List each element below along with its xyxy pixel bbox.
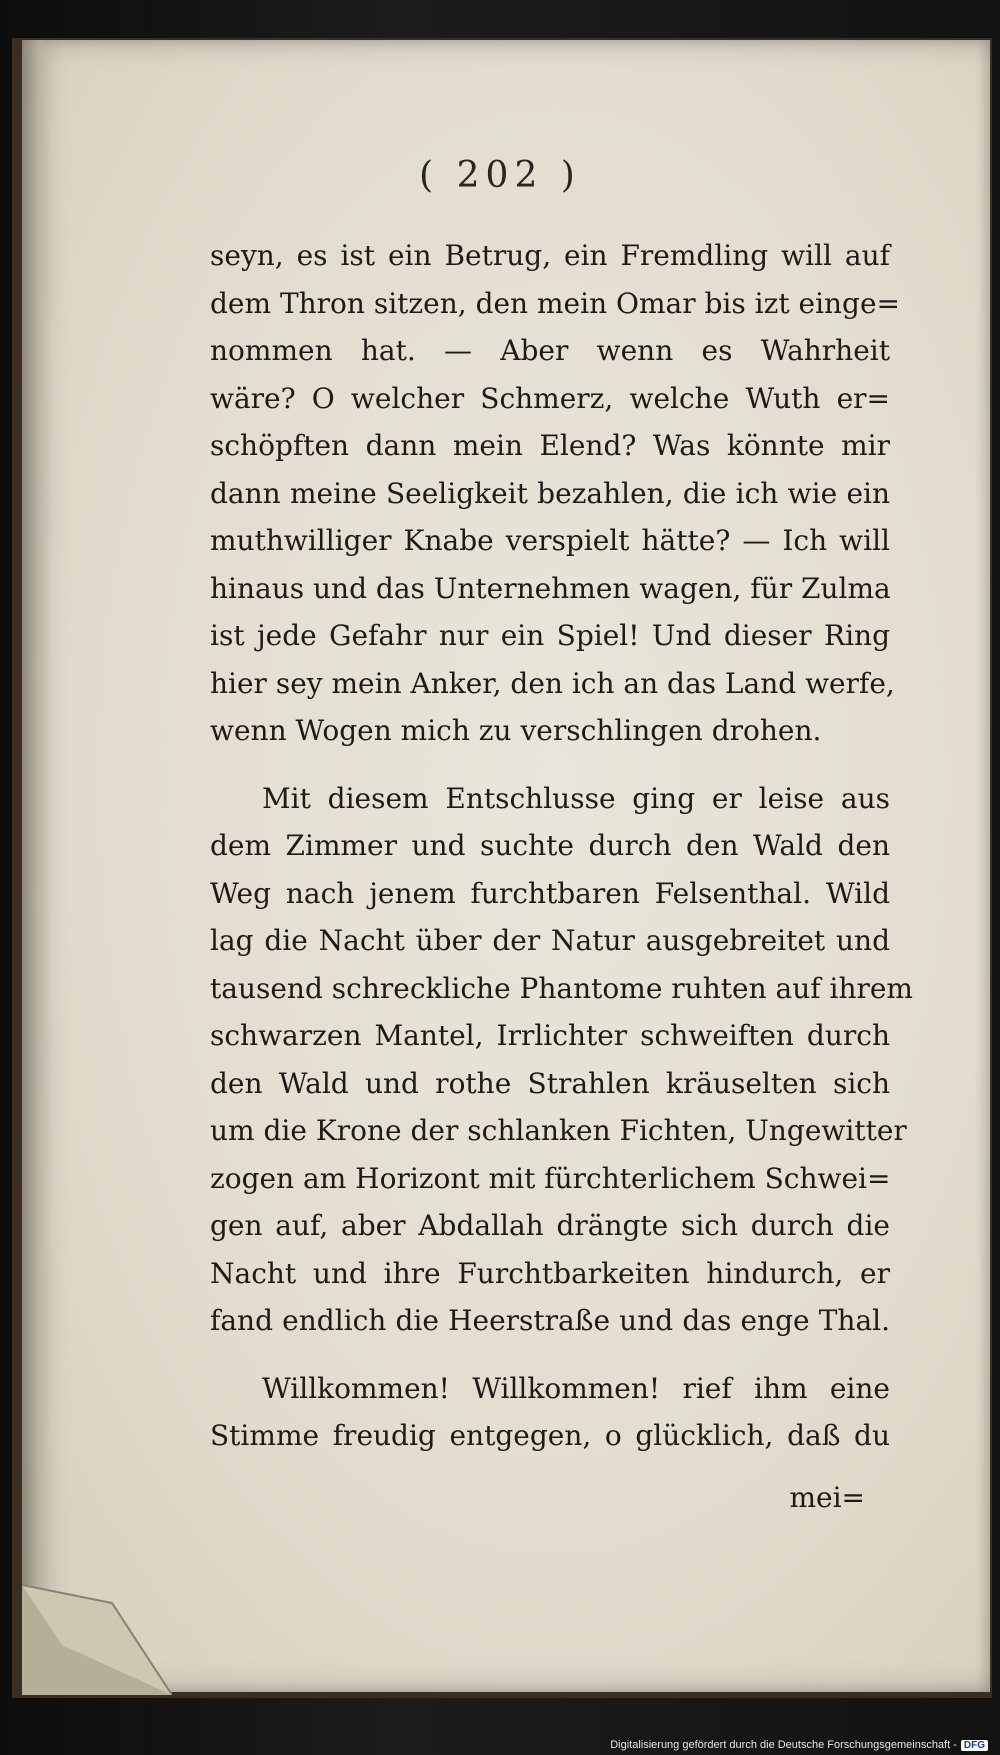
text-line: fand endlich die Heerstraße und das enge Thal.: [210, 1304, 890, 1337]
catchword: mei=: [789, 1481, 865, 1514]
text-line: dem Thron sitzen, den mein Omar bis izt einge=: [210, 286, 901, 320]
text-line: hinaus und das Unternehmen wagen, für Zulma: [210, 571, 891, 605]
credit-text: Digitalisierung gefördert durch die Deutsche Forschungsgemeinschaft -: [610, 1739, 957, 1751]
text-line: Willkommen! Willkommen! rief ihm eine: [262, 1371, 890, 1405]
page-number: ( 202 ): [419, 155, 581, 196]
text-line: seyn, es ist ein Betrug, ein Fremdling will auf: [210, 239, 890, 272]
text-line: wäre? O welcher Schmerz, welche Wuth er=: [210, 381, 890, 415]
text-line: lag die Nacht über der Natur ausgebreitet und: [210, 924, 890, 957]
text-line: ist jede Gefahr nur ein Spiel! Und dieser Ring: [210, 619, 890, 652]
text-line: den Wald und rothe Strahlen kräuselten sich: [210, 1066, 890, 1100]
dfg-logo: DFG: [961, 1740, 988, 1751]
text-line: muthwilliger Knabe verspielt hätte? — Ich will: [210, 524, 890, 557]
text-line: Stimme freudig entgegen, o glücklich, daß du: [210, 1419, 890, 1452]
folded-page-corner: [22, 1585, 172, 1695]
text-line: dem Zimmer und suchte durch den Wald den: [210, 829, 890, 862]
text-line: nommen hat. — Aber wenn es Wahrheit: [210, 334, 890, 367]
text-line: Nacht und ihre Furchtbarkeiten hindurch, er: [210, 1256, 890, 1290]
text-line: Weg nach jenem furchtbaren Felsenthal. Wild: [210, 876, 890, 910]
text-line: wenn Wogen mich zu verschlingen drohen.: [210, 714, 822, 747]
text-line: tausend schreckliche Phantome ruhten auf ihrem: [210, 971, 913, 1005]
text-line: hier sey mein Anker, den ich an das Land werfe,: [210, 666, 895, 700]
text-line: schwarzen Mantel, Irrlichter schweiften durch: [210, 1019, 890, 1052]
page-gutter-shadow: [22, 40, 50, 1692]
text-line: schöpften dann mein Elend? Was könnte mir: [210, 429, 890, 462]
text-line: gen auf, aber Abdallah drängte sich durch die: [210, 1209, 890, 1242]
text-line: um die Krone der schlanken Fichten, Ungewitter: [210, 1114, 907, 1147]
page-text: [210, 232, 913, 1460]
digitization-credit: [610, 1739, 988, 1751]
text-line: Mit diesem Entschlusse ging er leise aus: [262, 781, 890, 815]
text-line: zogen am Horizont mit fürchterlichem Schwei=: [210, 1161, 891, 1195]
text-line: dann meine Seeligkeit bezahlen, die ich wie ein: [210, 476, 890, 510]
